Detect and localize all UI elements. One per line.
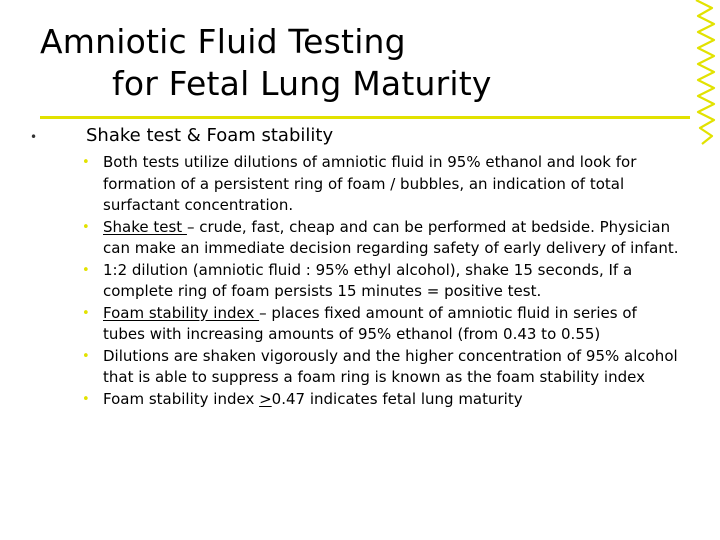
- list-item: [80, 152, 680, 217]
- bullet-text: Foam stability index: [103, 389, 260, 408]
- bullet-icon: •: [82, 219, 90, 235]
- bullet-icon: •: [82, 155, 90, 170]
- list-item: [80, 303, 680, 346]
- bullet-text: 0.47 indicates fetal lung maturity: [271, 389, 523, 408]
- slide-title-line-2: for Fetal Lung Maturity: [112, 64, 492, 103]
- main-bullet-text: Shake test & Foam stability: [86, 125, 334, 146]
- bullet-icon: •: [82, 262, 90, 278]
- bullet-icon: •: [82, 305, 90, 321]
- main-bullet-icon: •: [30, 130, 38, 144]
- title-underline-rule: [40, 116, 690, 119]
- bullet-icon: •: [82, 391, 90, 407]
- bullet-text: Dilutions are shaken vigorously and the higher concentration of 95% alcohol that is able to suppress a foam ring is known as the foam stability index: [103, 346, 678, 386]
- bullet-term: Shake test: [103, 217, 187, 236]
- bullet-text: Both tests utilize dilutions of amniotic fluid in 95% ethanol and look for formation of a persistent ring of foam / bubbles, an indication of total surfactant concentration.: [103, 153, 637, 214]
- list-item: [80, 260, 680, 303]
- greater-equal-symbol: >: [259, 389, 272, 408]
- bullet-term: Foam stability index: [103, 303, 260, 322]
- slide-title-line-1: Amniotic Fluid Testing: [40, 22, 406, 61]
- bullet-text: – crude, fast, cheap and can be performed at bedside. Physician can make an immediate decision regarding safety of early delivery of infant.: [103, 217, 679, 257]
- bullet-text: – places fixed amount of amniotic fluid in series of tubes with increasing amounts of 95% ethanol (from 0.43 to 0.55): [103, 303, 637, 343]
- decorative-squiggle-line: [690, 0, 720, 150]
- list-item: [80, 217, 680, 260]
- bullet-icon: •: [82, 348, 90, 364]
- list-item: [80, 389, 680, 411]
- bullet-text: 1:2 dilution (amniotic fluid : 95% ethyl alcohol), shake 15 seconds, If a complete ring of foam persists 15 minutes = positive test.: [103, 260, 633, 300]
- sub-bullet-list: [80, 152, 680, 410]
- list-item: [80, 346, 680, 389]
